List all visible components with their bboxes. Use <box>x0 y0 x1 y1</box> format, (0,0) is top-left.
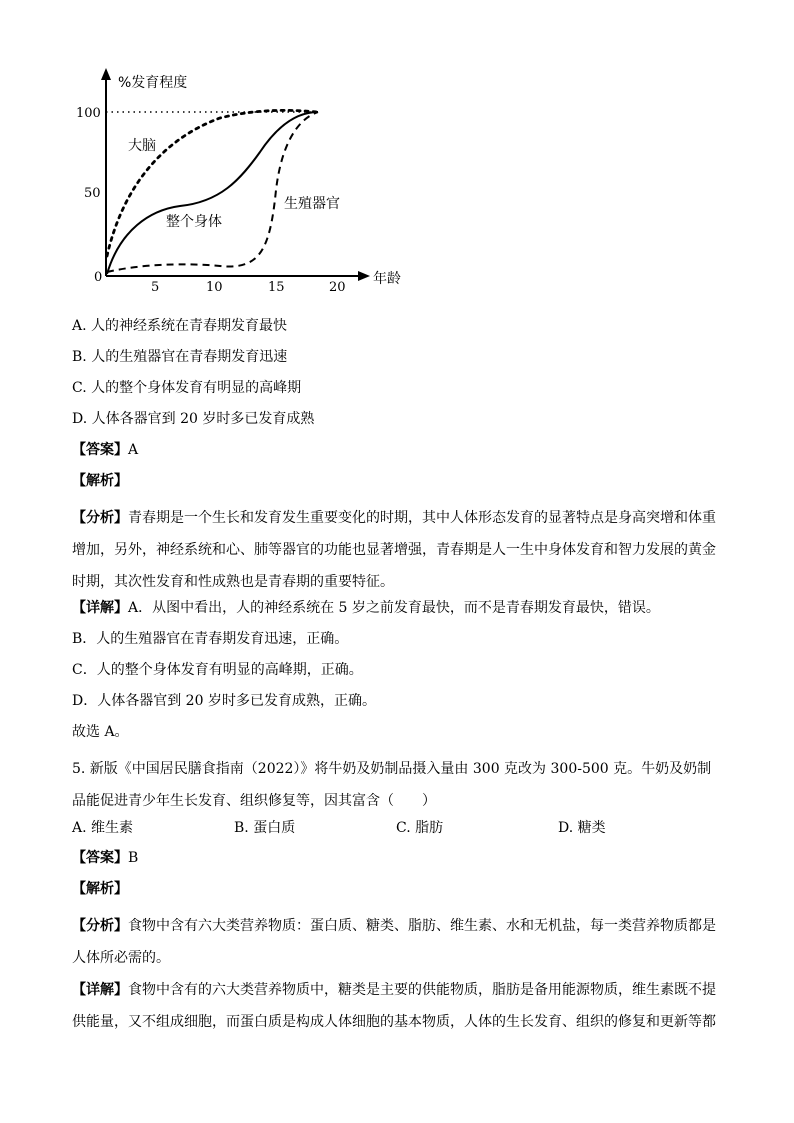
q4-xiangjie-d: D．人体各器官到 20 岁时多已发育成熟，正确。 <box>72 693 376 709</box>
development-chart <box>70 60 430 300</box>
y-axis-label: %发育程度 <box>118 75 188 91</box>
body-label: 整个身体 <box>166 214 222 230</box>
body-curve <box>107 112 318 274</box>
q5-answer-tag: 【答案】 <box>72 850 128 866</box>
x-tick-15: 15 <box>268 280 285 295</box>
brain-curve <box>107 110 318 256</box>
q4-fenxi <box>72 502 722 598</box>
q4-xiangjie-c: C．人的整个身体发育有明显的高峰期，正确。 <box>72 662 363 678</box>
x-tick-5: 5 <box>151 280 160 295</box>
q4-fenxi-tag: 【分析】 <box>72 510 128 526</box>
y-tick-50: 50 <box>84 186 101 201</box>
q5-xiangjie-tag: 【详解】 <box>72 982 128 998</box>
q5-analysis-tag: 【解析】 <box>72 881 128 897</box>
q4-answer-tag: 【答案】 <box>72 442 128 458</box>
q4-option-c: C. 人的整个身体发育有明显的高峰期 <box>72 380 302 396</box>
q5-fenxi-tag: 【分析】 <box>72 918 128 934</box>
document-body <box>72 316 722 1038</box>
q5-answer <box>72 848 722 879</box>
q4-xiangjie-b: B．人的生殖器官在青春期发育迅速，正确。 <box>72 631 349 647</box>
q4-analysis-heading <box>72 471 722 502</box>
q4-fenxi-text: 青春期是一个生长和发育发生重要变化的时期，其中人体形态发育的显著特点是身高突增和体重增加，另外，神经系统和心、肺等器官的功能也显著增强，青春期是人一生中身体发育和智力发展的黄金时期，其次性发育和性成熟也是青春期的重要特征。 <box>72 510 716 590</box>
q5-analysis-heading <box>72 879 722 910</box>
q5-xiangjie-text: 食物中含有的六大类营养物质中，糖类是主要的供能物质，脂肪是备用能源物质，维生素既不提供能量，又不组成细胞，而蛋白质是构成人体细胞的基本物质，人体的生长发育、组织的修复和更新等都 <box>72 982 716 1030</box>
q5-stem: 5. 新版《中国居民膳食指南（2022）》将牛奶及奶制品摄入量由 300 克改为 300-500 克。牛奶及奶制品能促进青少年生长发育、组织修复等，因其富含（ ） <box>72 761 712 809</box>
y-tick-100: 100 <box>76 106 101 121</box>
q4-option-b: B. 人的生殖器官在青春期发育迅速 <box>72 349 288 365</box>
y-tick-0: 0 <box>94 270 103 285</box>
x-tick-20: 20 <box>329 280 346 295</box>
q5-options <box>72 817 722 848</box>
x-axis-label: 年龄 <box>373 271 401 287</box>
q5-option-c: C. 脂肪 <box>396 820 444 836</box>
q5-answer-value: B <box>128 850 139 866</box>
q5-option-a: A. 维生素 <box>72 820 134 836</box>
q5-option-b: B. 蛋白质 <box>234 820 296 836</box>
q4-answer-value: A <box>128 442 139 458</box>
q5-fenxi <box>72 910 722 974</box>
x-axis-arrow <box>358 271 370 281</box>
q4-option-d: D. 人体各器官到 20 岁时多已发育成熟 <box>72 411 315 427</box>
q4-xiangjie-a-text: A．从图中看出，人的神经系统在 5 岁之前发育最快，而不是青春期发育最快，错误。 <box>128 600 660 616</box>
y-axis-arrow <box>101 68 111 80</box>
q4-xiangjie-tag: 【详解】 <box>72 600 128 616</box>
reproductive-label: 生殖器官 <box>284 196 340 212</box>
development-chart-svg <box>70 60 430 300</box>
q4-conclusion: 故选 A。 <box>72 724 129 740</box>
x-tick-10: 10 <box>206 280 223 295</box>
q5-fenxi-text: 食物中含有六大类营养物质：蛋白质、糖类、脂肪、维生素、水和无机盐，每一类营养物质都是人体所必需的。 <box>72 918 716 966</box>
q4-xiangjie-a <box>72 598 722 629</box>
q4-analysis-tag: 【解析】 <box>72 473 128 489</box>
q5-option-d: D. 糖类 <box>558 820 606 836</box>
q5-xiangjie <box>72 974 722 1038</box>
brain-label: 大脑 <box>128 138 156 154</box>
q4-option-a: A. 人的神经系统在青春期发育最快 <box>72 318 288 334</box>
reproductive-curve <box>107 112 318 272</box>
q4-answer <box>72 440 722 471</box>
